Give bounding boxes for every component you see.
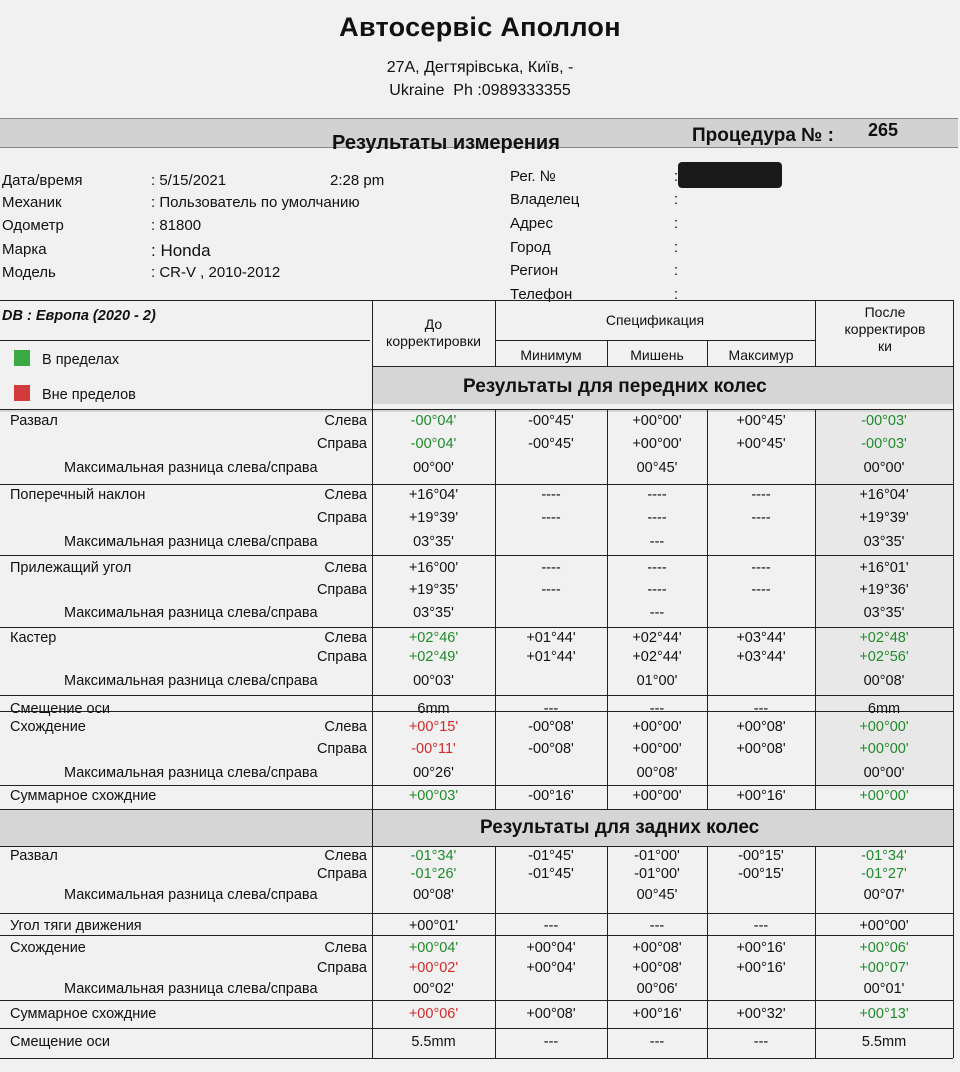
row-value: -01°34'	[861, 848, 907, 864]
in-range-swatch	[14, 350, 30, 366]
shop-name: Автосервіс Аполлон	[339, 12, 621, 42]
out-range-label: Вне пределов	[42, 387, 136, 403]
grid-line	[815, 300, 816, 366]
row-value: +00°01'	[408, 918, 459, 934]
row-value: +00°00'	[632, 741, 682, 757]
row-value: +00°07'	[859, 960, 909, 976]
grid-line	[0, 300, 953, 301]
row-value: 00°00'	[863, 765, 905, 781]
grid-line	[0, 809, 953, 810]
row-value: +02°44'	[632, 630, 682, 646]
row-value: +02°44'	[632, 649, 682, 665]
column-spec: Спецификация	[605, 312, 705, 328]
row-label: Кастер	[10, 630, 57, 646]
row-label: Максимальная разница слева/справа	[64, 887, 318, 903]
row-value: +00°08'	[632, 960, 682, 976]
grid-line	[495, 300, 496, 366]
row-value: 00°45'	[636, 887, 678, 903]
info-colon: :	[674, 168, 679, 185]
row-value: -01°00'	[634, 848, 680, 864]
row-side: Слева	[324, 560, 367, 576]
row-value: +00°08'	[736, 719, 786, 735]
info-label: Рег. №	[510, 168, 556, 185]
grid-line	[0, 484, 953, 485]
row-value: 00°00'	[413, 460, 454, 476]
row-label: Максимальная разница слева/справа	[64, 460, 318, 476]
row-value: ----	[541, 510, 561, 526]
info-label: Владелец	[510, 191, 580, 208]
row-value: 00°08'	[863, 673, 905, 689]
row-value: +00°00'	[859, 741, 909, 757]
row-side: Слева	[324, 487, 367, 503]
row-label: Смещение оси	[10, 1034, 110, 1050]
row-value: 6mm	[417, 701, 450, 717]
row-value: ----	[647, 560, 667, 576]
row-value: +00°32'	[736, 1006, 786, 1022]
grid-line	[0, 409, 953, 410]
address-line-2: Ukraine Ph :0989333355	[389, 82, 571, 99]
row-value: ----	[541, 582, 561, 598]
row-value: 00°02'	[413, 981, 454, 997]
row-value: +00°08'	[526, 1006, 576, 1022]
row-value: +00°45'	[736, 413, 786, 429]
row-side: Справа	[316, 741, 367, 757]
row-value: +00°13'	[859, 1006, 909, 1022]
row-label: Смещение оси	[10, 701, 110, 717]
row-label: Угол тяги движения	[10, 918, 142, 934]
row-value: -01°26'	[410, 866, 457, 882]
row-value: ---	[753, 1034, 769, 1050]
row-value: 6mm	[867, 701, 901, 717]
row-value: +00°00'	[859, 918, 909, 934]
row-value: 03°35'	[413, 605, 454, 621]
row-value: -00°45'	[528, 436, 574, 452]
row-value: +02°56'	[859, 649, 909, 665]
db-label: DB : Европа (2020 - 2)	[2, 308, 156, 324]
info-label: Механик	[2, 194, 62, 211]
row-value: -00°11'	[411, 741, 456, 757]
info-label: Модель	[2, 264, 56, 281]
row-value: +03°44'	[736, 630, 786, 646]
row-label: Схождение	[10, 940, 86, 956]
procedure-number: 265	[868, 120, 899, 140]
info-label: Марка	[2, 241, 47, 258]
grid-line	[0, 1000, 953, 1001]
row-side: Справа	[316, 960, 367, 976]
rear-section-title: Результаты для задних колес	[480, 817, 760, 838]
row-value: -00°08'	[528, 741, 574, 757]
shaded-band	[0, 809, 953, 846]
procedure-label: Процедура № :	[692, 125, 834, 146]
row-label: Максимальная разница слева/справа	[64, 673, 318, 689]
row-value: +00°00'	[632, 788, 682, 804]
row-side: Справа	[316, 510, 367, 526]
row-value: 00°26'	[413, 765, 454, 781]
column-before: До корректировки	[386, 316, 481, 349]
grid-line	[0, 785, 953, 786]
info-time: 2:28 pm	[330, 172, 385, 189]
grid-line	[0, 340, 370, 341]
row-value: +16°04'	[859, 487, 909, 503]
row-value: 5.5mm	[411, 1034, 456, 1050]
row-value: ----	[647, 487, 667, 503]
row-value: -00°03'	[861, 436, 907, 452]
info-label: Дата/время	[2, 172, 83, 189]
row-value: +00°03'	[408, 788, 459, 804]
grid-line	[372, 366, 953, 367]
row-value: ---	[753, 701, 769, 717]
row-value: +00°04'	[526, 960, 576, 976]
info-label: Телефон	[510, 286, 573, 303]
row-side: Слева	[324, 630, 367, 646]
row-value: -01°45'	[528, 848, 574, 864]
row-value: +00°08'	[736, 741, 786, 757]
row-value: -00°08'	[528, 719, 574, 735]
row-label: Прилежащий угол	[10, 560, 132, 576]
info-label: Регион	[510, 262, 559, 279]
row-value: -01°00'	[634, 866, 680, 882]
grid-line	[0, 913, 953, 914]
column-target: Мишень	[630, 347, 684, 363]
row-value: +00°16'	[736, 940, 786, 956]
row-value: 00°03'	[413, 673, 454, 689]
row-value: +00°02'	[408, 960, 459, 976]
row-value: +19°36'	[859, 582, 909, 598]
row-value: ----	[647, 582, 667, 598]
info-colon: :	[674, 286, 679, 303]
row-value: ----	[751, 487, 771, 503]
row-value: +00°04'	[408, 940, 459, 956]
row-label: Максимальная разница слева/справа	[64, 534, 318, 550]
row-side: Справа	[316, 649, 367, 665]
grid-line	[0, 695, 953, 696]
row-side: Справа	[316, 582, 367, 598]
row-side: Справа	[316, 866, 367, 882]
row-value: 00°08'	[636, 765, 678, 781]
info-value: : Honda	[151, 241, 211, 260]
info-value: : 5/15/2021	[151, 172, 227, 189]
info-label: Одометр	[2, 217, 64, 234]
grid-line	[0, 846, 953, 847]
row-value: +02°49'	[408, 649, 459, 665]
row-value: 00°07'	[863, 887, 905, 903]
row-value: -00°15'	[738, 848, 784, 864]
column-after: После корректиров ки	[844, 304, 926, 354]
out-range-swatch	[14, 385, 30, 401]
report-title: Результаты измерения	[332, 132, 560, 154]
row-label: Развал	[10, 848, 58, 864]
info-colon: :	[674, 239, 679, 256]
row-side: Слева	[324, 413, 367, 429]
row-value: +16°01'	[859, 560, 909, 576]
row-value: ---	[649, 701, 665, 717]
row-value: +00°15'	[408, 719, 459, 735]
grid-line	[0, 935, 953, 936]
info-label: Адрес	[510, 215, 553, 232]
row-value: +00°08'	[632, 940, 682, 956]
row-value: ----	[751, 510, 771, 526]
info-value: : CR-V , 2010-2012	[151, 264, 281, 281]
row-value: -00°45'	[528, 413, 574, 429]
row-value: ----	[541, 560, 561, 576]
row-value: +00°45'	[736, 436, 786, 452]
row-value: 00°00'	[863, 460, 905, 476]
row-value: +01°44'	[526, 649, 576, 665]
row-value: +01°44'	[526, 630, 576, 646]
row-value: +00°00'	[632, 413, 682, 429]
row-value: 5.5mm	[861, 1034, 907, 1050]
info-colon: :	[674, 215, 679, 232]
row-value: ---	[649, 918, 665, 934]
row-value: +00°06'	[859, 940, 909, 956]
row-value: 03°35'	[863, 605, 905, 621]
row-value: 03°35'	[863, 534, 905, 550]
row-side: Слева	[324, 940, 367, 956]
row-value: +02°46'	[408, 630, 459, 646]
row-value: ---	[649, 534, 665, 550]
row-label: Максимальная разница слева/справа	[64, 981, 318, 997]
row-label: Максимальная разница слева/справа	[64, 765, 318, 781]
row-value: 00°01'	[863, 981, 905, 997]
row-value: ---	[543, 1034, 559, 1050]
row-value: 01°00'	[636, 673, 678, 689]
row-value: +00°16'	[632, 1006, 682, 1022]
row-value: +00°04'	[526, 940, 576, 956]
info-colon: :	[674, 191, 679, 208]
row-value: ---	[543, 701, 559, 717]
row-value: ---	[649, 1034, 665, 1050]
row-label: Суммарное схождние	[10, 1006, 157, 1022]
row-value: -01°34'	[410, 848, 457, 864]
grid-line	[0, 1058, 953, 1059]
row-value: +00°16'	[736, 788, 786, 804]
row-side: Слева	[324, 848, 367, 864]
redacted-plate	[678, 162, 782, 188]
row-value: 00°08'	[413, 887, 454, 903]
row-value: -00°04'	[410, 436, 457, 452]
row-side: Справа	[316, 436, 367, 452]
row-value: -00°03'	[861, 413, 907, 429]
row-value: -00°04'	[410, 413, 457, 429]
row-value: ---	[543, 918, 559, 934]
row-value: +19°35'	[408, 582, 459, 598]
row-value: ----	[541, 487, 561, 503]
grid-line	[495, 340, 815, 341]
row-value: ---	[753, 918, 769, 934]
row-value: 00°06'	[636, 981, 678, 997]
row-value: ----	[647, 510, 667, 526]
row-label: Поперечный наклон	[10, 487, 146, 503]
row-value: 03°35'	[413, 534, 454, 550]
row-label: Развал	[10, 413, 58, 429]
grid-line	[707, 340, 708, 366]
grid-line	[607, 340, 608, 366]
row-value: +00°00'	[632, 436, 682, 452]
shop-address	[0, 56, 960, 102]
front-section-title: Результаты для передних колес	[463, 376, 767, 397]
row-value: ---	[649, 605, 665, 621]
row-value: +19°39'	[408, 510, 459, 526]
row-value: ----	[751, 560, 771, 576]
row-value: +16°04'	[408, 487, 459, 503]
row-value: -01°27'	[861, 866, 907, 882]
in-range-label: В пределах	[42, 352, 120, 368]
row-value: -00°15'	[738, 866, 784, 882]
info-value: : Пользователь по умолчанию	[151, 194, 360, 211]
address-line-1: 27А, Дегтярівська, Київ, -	[386, 59, 574, 76]
row-value: -00°16'	[528, 788, 574, 804]
row-value: +02°48'	[859, 630, 909, 646]
row-value: +00°00'	[632, 719, 682, 735]
row-value: +00°06'	[408, 1006, 459, 1022]
row-label: Схождение	[10, 719, 86, 735]
grid-line	[0, 627, 953, 628]
row-value: +16°00'	[408, 560, 459, 576]
grid-line	[953, 300, 954, 1058]
row-value: -01°45'	[528, 866, 574, 882]
row-value: +00°16'	[736, 960, 786, 976]
info-colon: :	[674, 262, 679, 279]
grid-line	[0, 1028, 953, 1029]
row-label: Максимальная разница слева/справа	[64, 605, 318, 621]
row-value: +00°00'	[859, 788, 909, 804]
info-value: : 81800	[151, 217, 202, 234]
row-value: +19°39'	[859, 510, 909, 526]
row-value: ----	[751, 582, 771, 598]
info-label: Город	[510, 239, 551, 256]
column-max: Максимур	[728, 347, 794, 363]
row-side: Слева	[324, 719, 367, 735]
row-value: +00°00'	[859, 719, 909, 735]
row-value: +03°44'	[736, 649, 786, 665]
grid-line	[0, 555, 953, 556]
row-label: Суммарное схождние	[10, 788, 157, 804]
column-min: Минимум	[520, 347, 582, 363]
row-value: 00°45'	[636, 460, 678, 476]
